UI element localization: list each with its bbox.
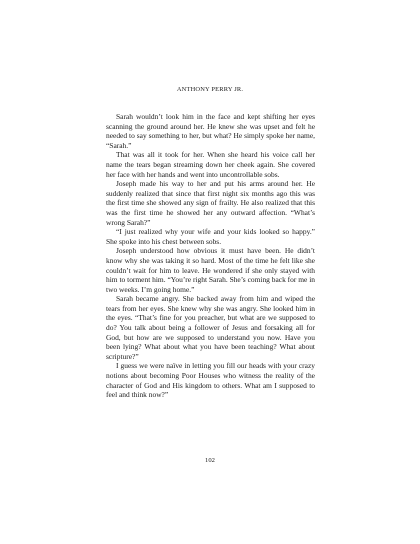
- paragraph: “I just realized why your wife and your kids looked so happy.” She spoke into his chest between sobs.: [106, 227, 315, 246]
- paragraph: Sarah wouldn’t look him in the face and kept shifting her eyes scanning the ground around her. He knew she was upset and felt he needed to say something to her, but what? He simply spoke her name, “Sarah.”: [106, 112, 315, 150]
- paragraph: That was all it took for her. When she heard his voice call her name the tears began streaming down her cheek again. She covered her face with her hands and went into uncontrollable sobs.: [106, 150, 315, 179]
- paragraph: I guess we were naïve in letting you fill our heads with your crazy notions about becoming Poor Houses who witness the reality of the character of God and His kingdom to others. What am I supposed to feel and think now?”: [106, 361, 315, 400]
- paragraph: Joseph understood how obvious it must have been. He didn’t know why she was taking it so hard. Most of the time he felt like she couldn’t wait for him to leave. He wondered if she only stayed with him to torment him. “You’re right Sarah. She’s coming back for me in two weeks. I’m going home.”: [106, 246, 315, 294]
- paragraph: Joseph made his way to her and put his arms around her. He suddenly realized that since that first night six months ago this was the first time she showed any sign of frailty. He also realized that this was the first time he showed her any outward affection. “What’s wrong Sarah?”: [106, 179, 315, 227]
- paragraph: Sarah became angry. She backed away from him and wiped the tears from her eyes. She knew why she was angry. She looked him in the eyes. “That’s fine for you preacher, but what are we supposed to do? You talk about being a follower of Jesus and forsaking all for God, but how are we supposed to understand you now. Have you been lying? What about what you have been teaching? What about scripture?”: [106, 294, 315, 361]
- running-head: ANTHONY PERRY JR.: [176, 86, 244, 93]
- body-text: [106, 112, 315, 400]
- page-number: 102: [205, 457, 215, 464]
